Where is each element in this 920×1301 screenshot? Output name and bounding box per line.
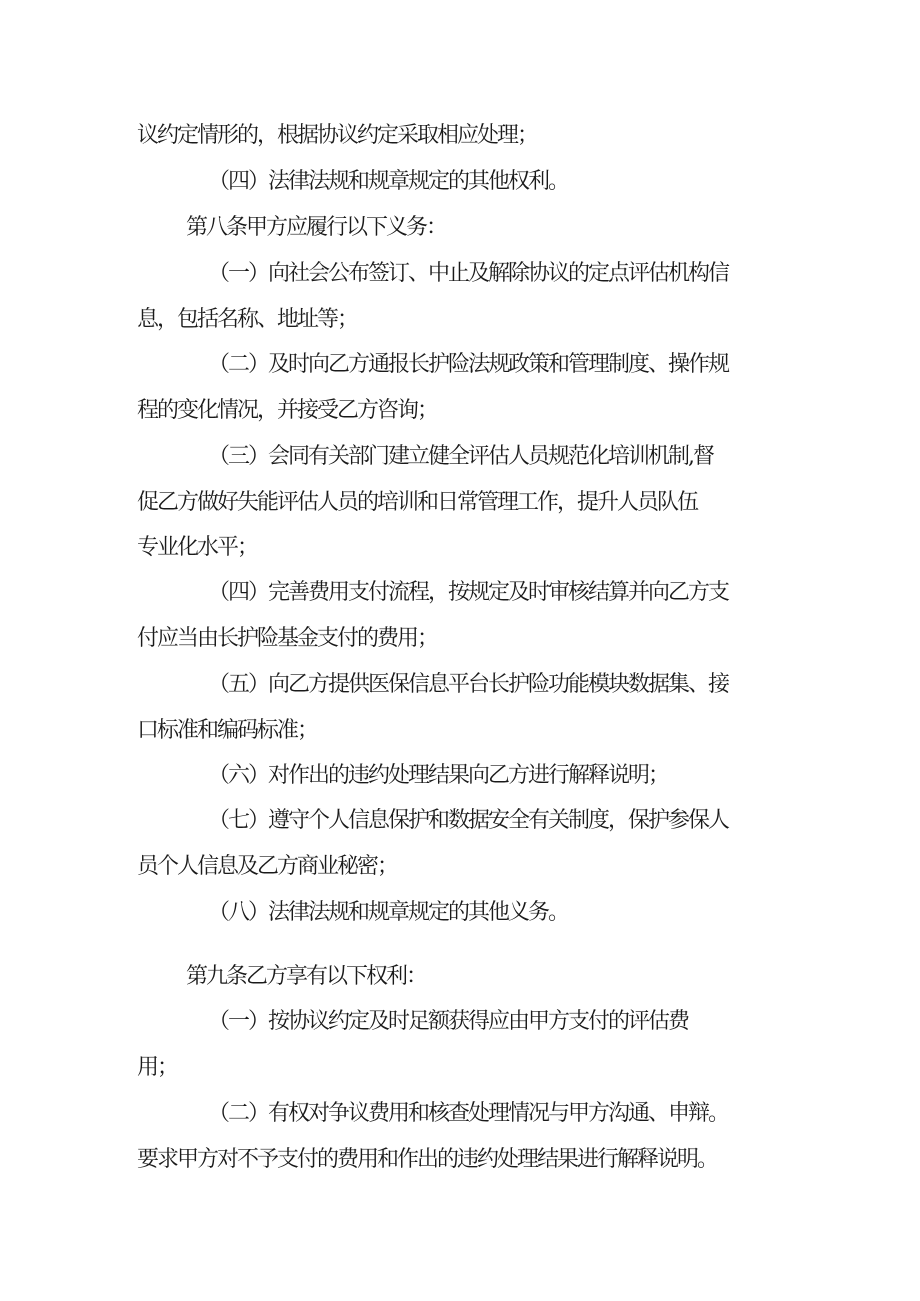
text-line-1: 议约定情形的，根据协议约定采取相应处理； <box>137 123 538 148</box>
article-9-heading: 第九条乙方享有以下权利： <box>186 964 427 989</box>
article-8-heading: 第八条甲方应履行以下义务： <box>186 215 447 240</box>
text-line-20: （一）按协议约定及时足额获得应由甲方支付的评估费 <box>208 1009 689 1034</box>
text-line-4: （一）向社会公布签订、中止及解除协议的定点评估机构信 <box>208 261 729 286</box>
text-line-13: （五）向乙方提供医保信息平台长护险功能模块数据集、接 <box>208 672 729 697</box>
text-line-17: 员个人信息及乙方商业秘密； <box>137 854 398 879</box>
text-line-7: 程的变化情况，并接受乙方咨询； <box>137 398 438 423</box>
text-line-15: （六）对作出的违约处理结果向乙方进行解释说明； <box>208 763 669 788</box>
text-line-12: 付应当由长护险基金支付的费用； <box>137 626 438 651</box>
text-line-11: （四）完善费用支付流程，按规定及时审核结算并向乙方支 <box>208 580 729 605</box>
text-line-8: （三）会同有关部门建立健全评估人员规范化培训机制,督 <box>208 444 713 469</box>
text-line-21: 用； <box>137 1055 178 1080</box>
text-line-22: （二）有权对争议费用和核查处理情况与甲方沟通、申辩。 <box>208 1101 729 1126</box>
text-line-9: 促乙方做好失能评估人员的培训和日常管理工作，提升人员队伍 <box>137 490 698 515</box>
text-line-5: 息，包括名称、地址等； <box>137 307 358 332</box>
text-line-14: 口标准和编码标准； <box>137 718 318 743</box>
text-line-16: （七）遵守个人信息保护和数据安全有关制度，保护参保人 <box>208 808 729 833</box>
text-line-10: 专业化水平； <box>137 535 258 560</box>
text-line-23: 要求甲方对不予支付的费用和作出的违约处理结果进行解释说明。 <box>137 1147 718 1172</box>
text-line-18: （八）法律法规和规章规定的其他义务。 <box>208 900 569 925</box>
text-line-6: （二）及时向乙方通报长护险法规政策和管理制度、操作规 <box>208 352 729 377</box>
text-line-2: （四）法律法规和规章规定的其他权利。 <box>208 169 569 194</box>
